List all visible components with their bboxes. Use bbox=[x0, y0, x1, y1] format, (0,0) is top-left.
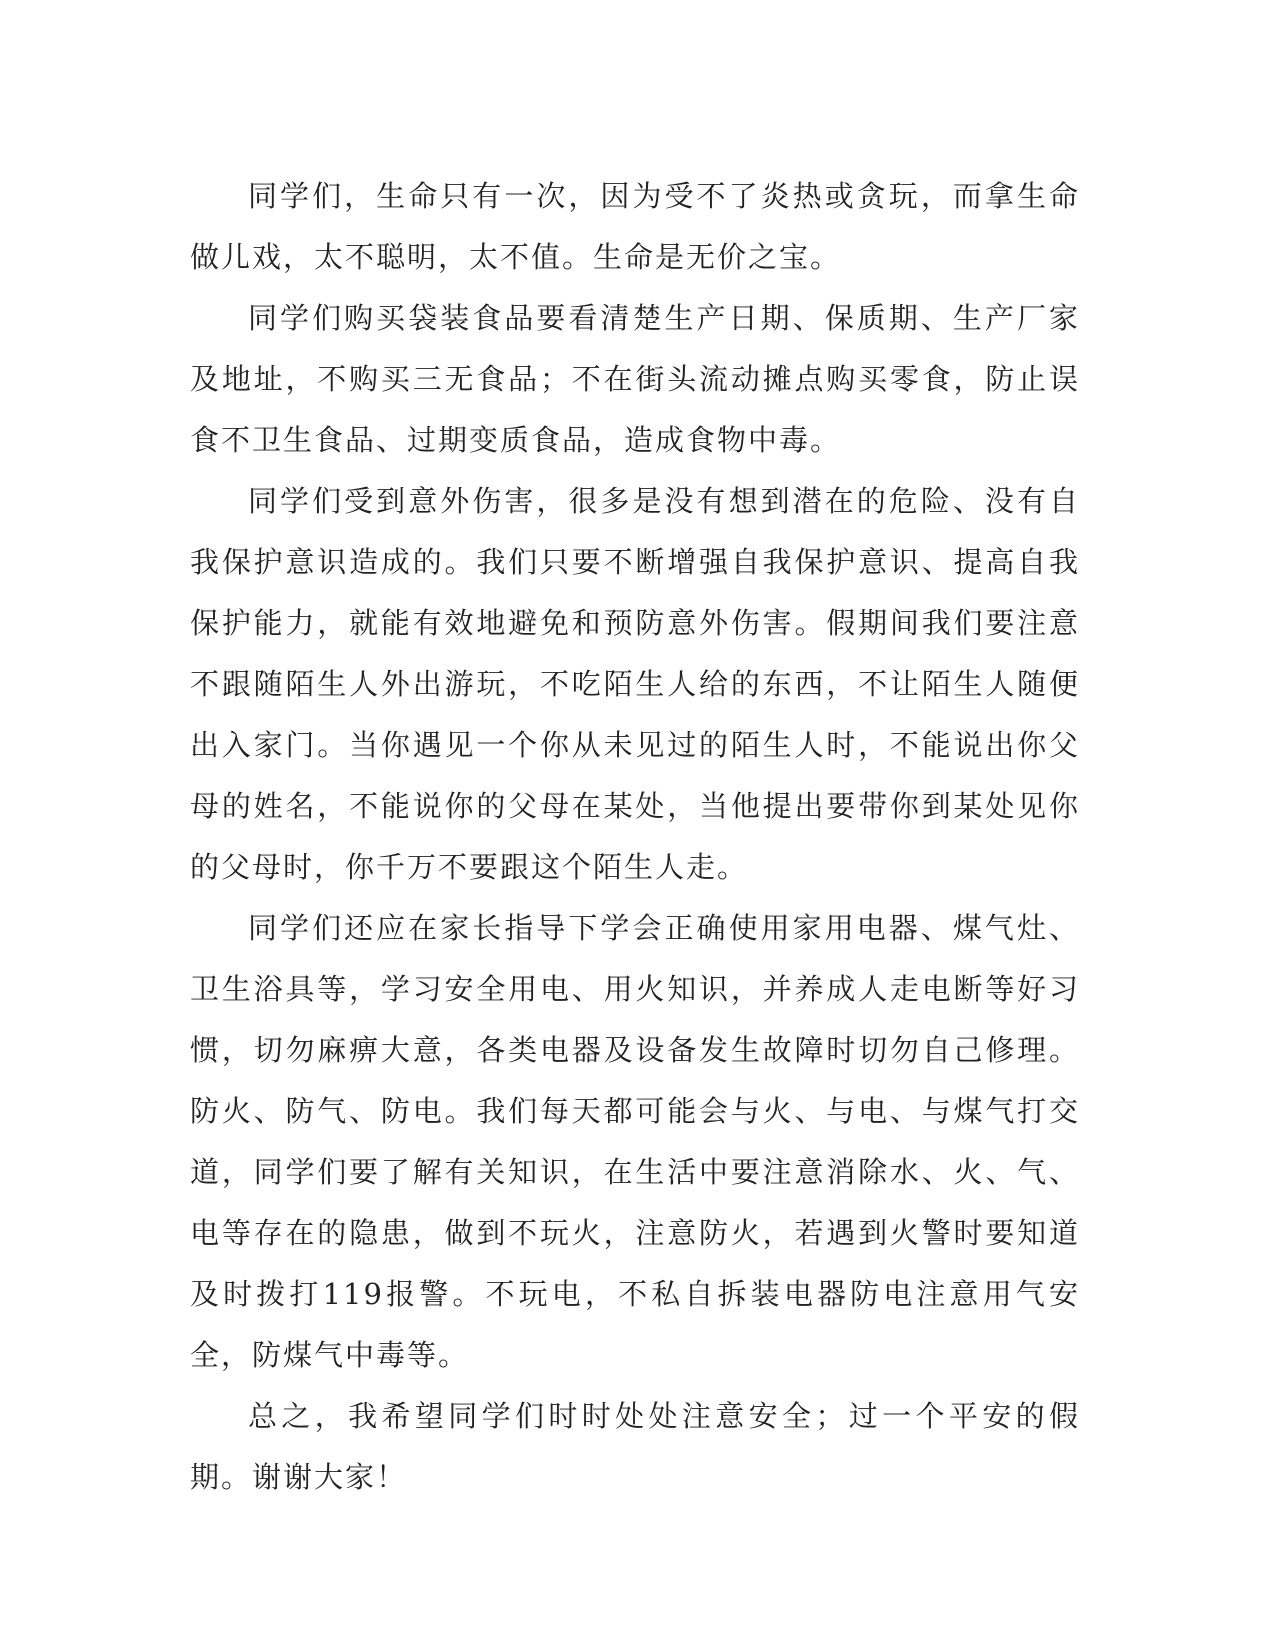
document-body bbox=[190, 166, 1080, 1508]
paragraph-electric-fire-safety: 同学们还应在家长指导下学会正确使用家用电器、煤气灶、卫生浴具等，学习安全用电、用火知识，并养成人走电断等好习惯，切勿麻痹大意，各类电器及设备发生故障时切勿自己修理。防火、防气、防电。我们每天都可能会与火、与电、与煤气打交道，同学们要了解有关知识，在生活中要注意消除水、火、气、电等存在的隐患，做到不玩火，注意防火，若遇到火警时要知道及时拨打119报警。不玩电，不私自拆装电器防电注意用气安全，防煤气中毒等。 bbox=[190, 911, 1080, 1372]
paragraph-life-value: 同学们，生命只有一次，因为受不了炎热或贪玩，而拿生命做儿戏，太不聪明，太不值。生命是无价之宝。 bbox=[190, 179, 1080, 274]
paragraph-food-safety: 同学们购买袋装食品要看清楚生产日期、保质期、生产厂家及地址，不购买三无食品；不在街头流动摊点购买零食，防止误食不卫生食品、过期变质食品，造成食物中毒。 bbox=[190, 301, 1080, 457]
paragraph-closing: 总之，我希望同学们时时处处注意安全；过一个平安的假期。谢谢大家！ bbox=[190, 1399, 1080, 1494]
paragraph-stranger-safety: 同学们受到意外伤害，很多是没有想到潜在的危险、没有自我保护意识造成的。我们只要不断增强自我保护意识、提高自我保护能力，就能有效地避免和预防意外伤害。假期间我们要注意不跟随陌生人外出游玩，不吃陌生人给的东西，不让陌生人随便出入家门。当你遇见一个你从未见过的陌生人时，不能说出你父母的姓名，不能说你的父母在某处，当他提出要带你到某处见你的父母时，你千万不要跟这个陌生人走。 bbox=[190, 484, 1080, 884]
